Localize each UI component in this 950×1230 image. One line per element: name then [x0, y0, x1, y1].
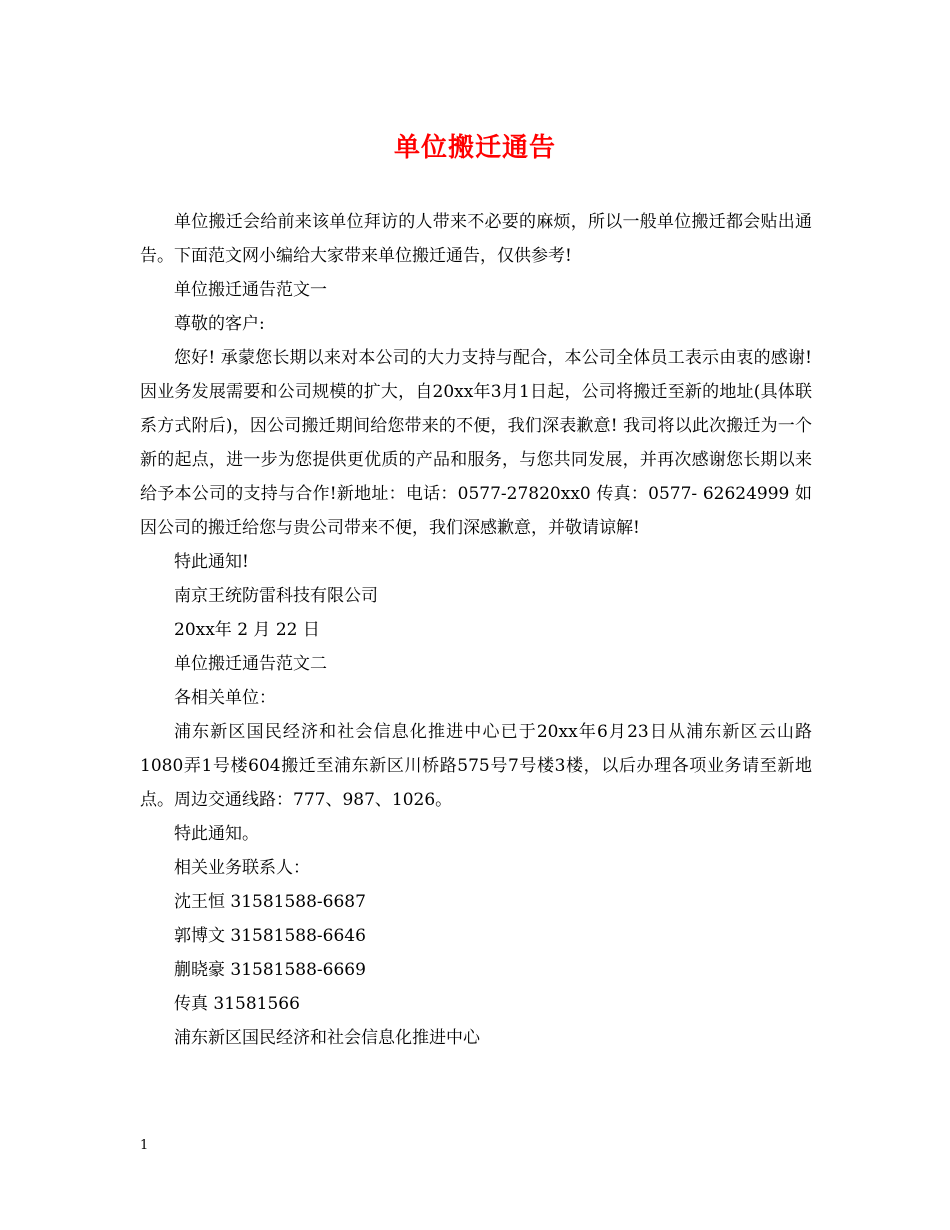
contact-line: 郭博文 31581588-6646	[174, 926, 366, 946]
intro-paragraph: 单位搬迁会给前来该单位拜访的人带来不必要的麻烦，所以一般单位搬迁都会贴出通告。下面范文网小编给大家带来单位搬迁通告，仅供参考!	[140, 212, 812, 266]
notice-one-date: 20xx年 2 月 22 日	[174, 620, 320, 640]
sample-two-heading: 单位搬迁通告范文二	[174, 654, 327, 674]
contacts-heading: 相关业务联系人：	[174, 858, 310, 878]
organization-name-two: 浦东新区国民经济和社会信息化推进中心	[174, 1028, 480, 1048]
fax-line: 传真 31581566	[174, 994, 300, 1014]
salutation-customers: 尊敬的客户:	[174, 314, 265, 334]
document-title: 单位搬迁通告	[393, 133, 556, 163]
contact-line: 蒯晓豪 31581588-6669	[174, 960, 366, 980]
notice-two-closing: 特此通知。	[174, 824, 259, 844]
contact-line: 沈王恒 31581588-6687	[174, 892, 366, 912]
salutation-units: 各相关单位：	[174, 688, 276, 708]
document-body	[140, 205, 812, 1055]
notice-one-body: 您好! 承蒙您长期以来对本公司的大力支持与配合，本公司全体员工表示由衷的感谢! 因业务发展需要和公司规模的扩大，自20xx年3月1日起，公司将搬迁至新的地址(具体联系方式附后)，因公司搬迁期间给您带来的不便，我们深表歉意! 我司将以此次搬迁为一个新的起点，进一步为您提供更优质的产品和服务，与您共同发展，并再次感谢您长期以来给予本公司的支持与合作!新地址：电话：0577-27820xx0 传真：0577- 62624999 如因公司的搬迁给您与贵公司带来不便，我们深感歉意，并敬请谅解!	[140, 348, 812, 538]
company-name-one: 南京王统防雷科技有限公司	[174, 586, 378, 606]
page-number: 1	[140, 1138, 149, 1153]
notice-two-body: 浦东新区国民经济和社会信息化推进中心已于20xx年6月23日从浦东新区云山路1080弄1号楼604搬迁至浦东新区川桥路575号7号楼3楼，以后办理各项业务请至新地点。周边交通线路：777、987、1026。	[140, 722, 812, 810]
notice-one-closing: 特此通知!	[174, 552, 249, 572]
sample-one-heading: 单位搬迁通告范文一	[174, 280, 327, 300]
